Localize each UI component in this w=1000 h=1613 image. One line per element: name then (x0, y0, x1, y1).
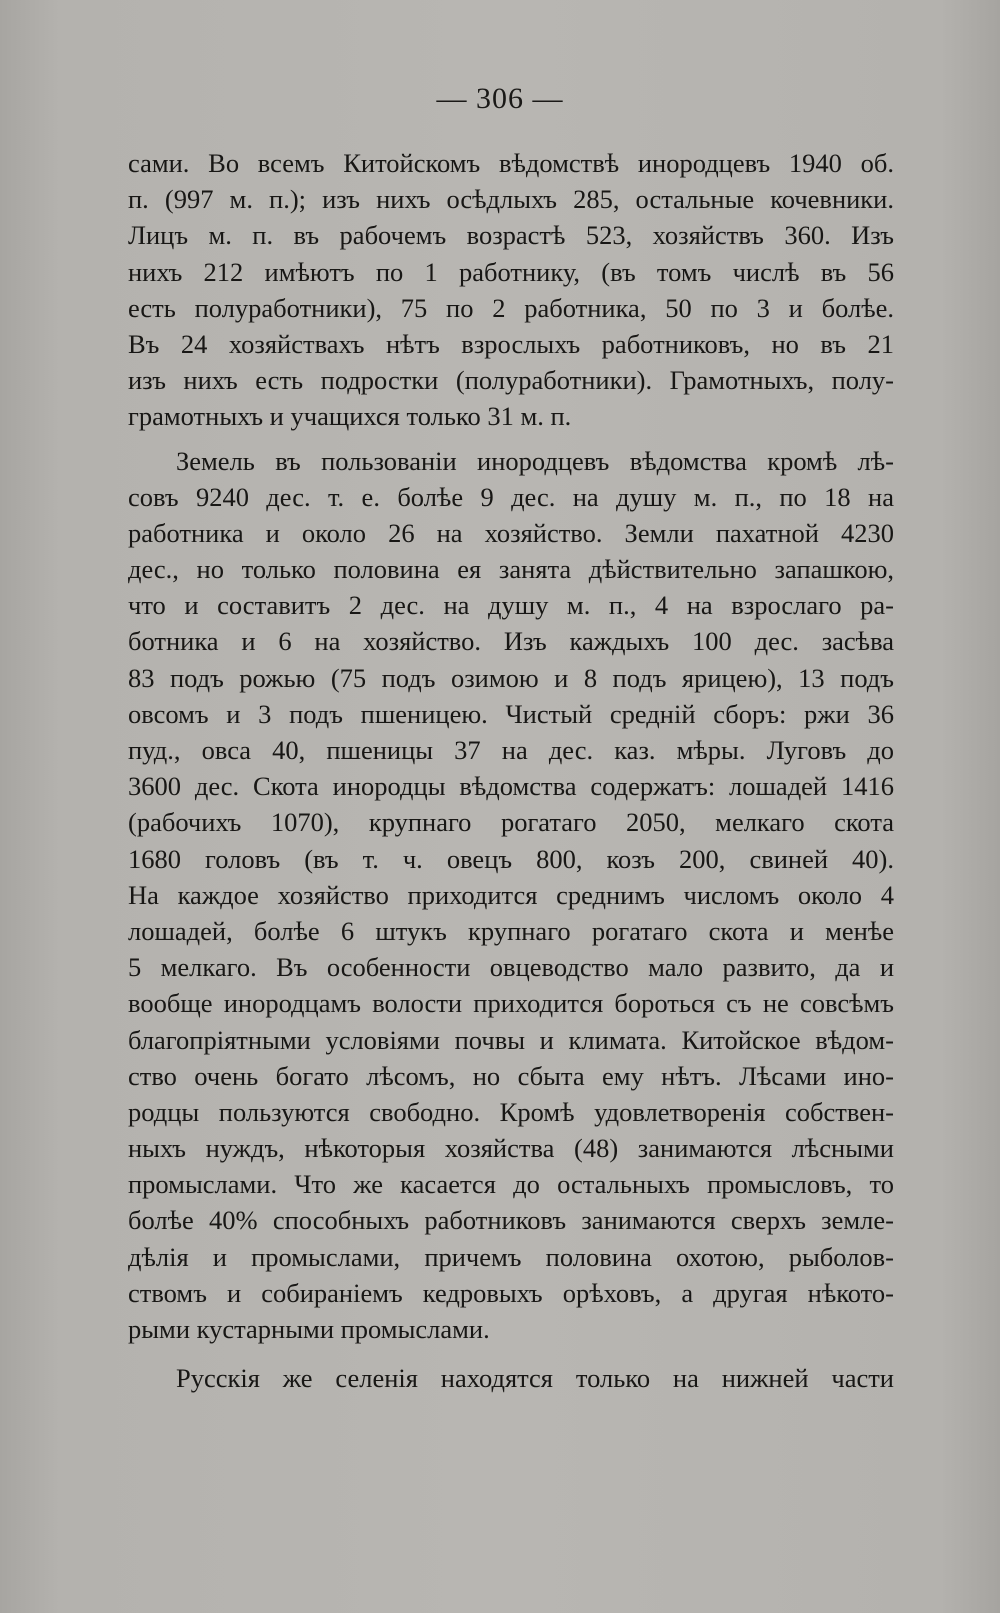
text-line: работника и около 26 на хозяйство. Земли пахатной 4230 (128, 517, 894, 548)
text-line: родцы пользуются свободно. Кромѣ удовлетворенія собствен- (128, 1096, 894, 1127)
text-line: 1680 головъ (въ т. ч. овецъ 800, козъ 200, свиней 40). (128, 843, 894, 874)
text-line: совъ 9240 дес. т. е. болѣе 9 дес. на душу м. п., по 18 на (128, 481, 894, 512)
text-line: грамотныхъ и учащихся только 31 м. п. (128, 401, 572, 432)
text-line: изъ нихъ есть подростки (полуработники). Грамотныхъ, полу- (128, 365, 894, 396)
text-line: вообще инородцамъ волости приходится бороться съ не совсѣмъ (128, 988, 894, 1019)
text-line: ствомъ и собираніемъ кедровыхъ орѣховъ, а другая нѣкото- (128, 1277, 894, 1308)
paragraph (128, 1360, 894, 1396)
text-line: дес., но только половина ея занята дѣйствительно запашкою, (128, 554, 894, 585)
text-line: пуд., овса 40, пшеницы 37 на дес. каз. мѣры. Луговъ до (128, 735, 894, 765)
text-line: ныхъ нуждъ, нѣкоторыя хозяйства (48) занимаются лѣсными (128, 1133, 894, 1164)
text-line: сами. Во всемъ Китойскомъ вѣдомствѣ инородцевъ 1940 об. (128, 148, 894, 178)
text-line: Земель въ пользованіи инородцевъ вѣдомства кромѣ лѣ- (176, 445, 894, 476)
text-line: 83 подъ рожью (75 подъ озимою и 8 подъ ярицею), 13 подъ (128, 662, 894, 693)
text-line: (рабочихъ 1070), крупнаго рогатаго 2050, мелкаго скота (128, 807, 894, 838)
text-line: овсомъ и 3 подъ пшеницею. Чистый средній сборъ: ржи 36 (128, 698, 894, 729)
text-line: благопріятными условіями почвы и климата. Китойское вѣдом- (128, 1024, 894, 1055)
text-line: болѣе 40% способныхъ работниковъ занимаются сверхъ земле- (128, 1205, 894, 1236)
text-line: Лицъ м. п. въ рабочемъ возрастѣ 523, хозяйствъ 360. Изъ (128, 220, 894, 251)
page-number: — 306 — (436, 82, 564, 115)
text-line: 5 мелкаго. Въ особенности овцеводство мало развито, да и (128, 952, 894, 983)
text-line: промыслами. Что же касается до остальныхъ промысловъ, то (128, 1169, 894, 1200)
text-line: На каждое хозяйство приходится среднимъ числомъ около 4 (128, 879, 894, 910)
text-line: п. (997 м. п.); изъ нихъ осѣдлыхъ 285, остальные кочевники. (128, 184, 894, 215)
text-line: дѣлія и промыслами, причемъ половина охотою, рыболов- (128, 1241, 894, 1272)
body-text (128, 145, 894, 1396)
text-line: лошадей, болѣе 6 штукъ крупнаго рогатаго скота и менѣе (128, 915, 894, 946)
text-line: есть полуработники), 75 по 2 работника, 50 по 3 и болѣе. (128, 292, 894, 323)
text-line: что и составитъ 2 дес. на душу м. п., 4 на взрослаго ра- (128, 590, 894, 621)
text-line: Въ 24 хозяйствахъ нѣтъ взрослыхъ работниковъ, но въ 21 (128, 328, 894, 359)
text-line: 3600 дес. Скота инородцы вѣдомства содержатъ: лошадей 1416 (128, 771, 894, 802)
text-line: ство очень богато лѣсомъ, но сбыта ему нѣтъ. Лѣсами ино- (128, 1060, 894, 1091)
paragraph (128, 443, 894, 1348)
text-line: Русскія же селенія находятся только на нижней части (176, 1363, 894, 1394)
paragraph (128, 145, 894, 435)
text-line: нихъ 212 имѣютъ по 1 работнику, (въ томъ числѣ въ 56 (128, 256, 894, 287)
text-line: ботника и 6 на хозяйство. Изъ каждыхъ 100 дес. засѣва (128, 626, 894, 657)
text-line: рыми кустарными промыслами. (128, 1314, 490, 1344)
